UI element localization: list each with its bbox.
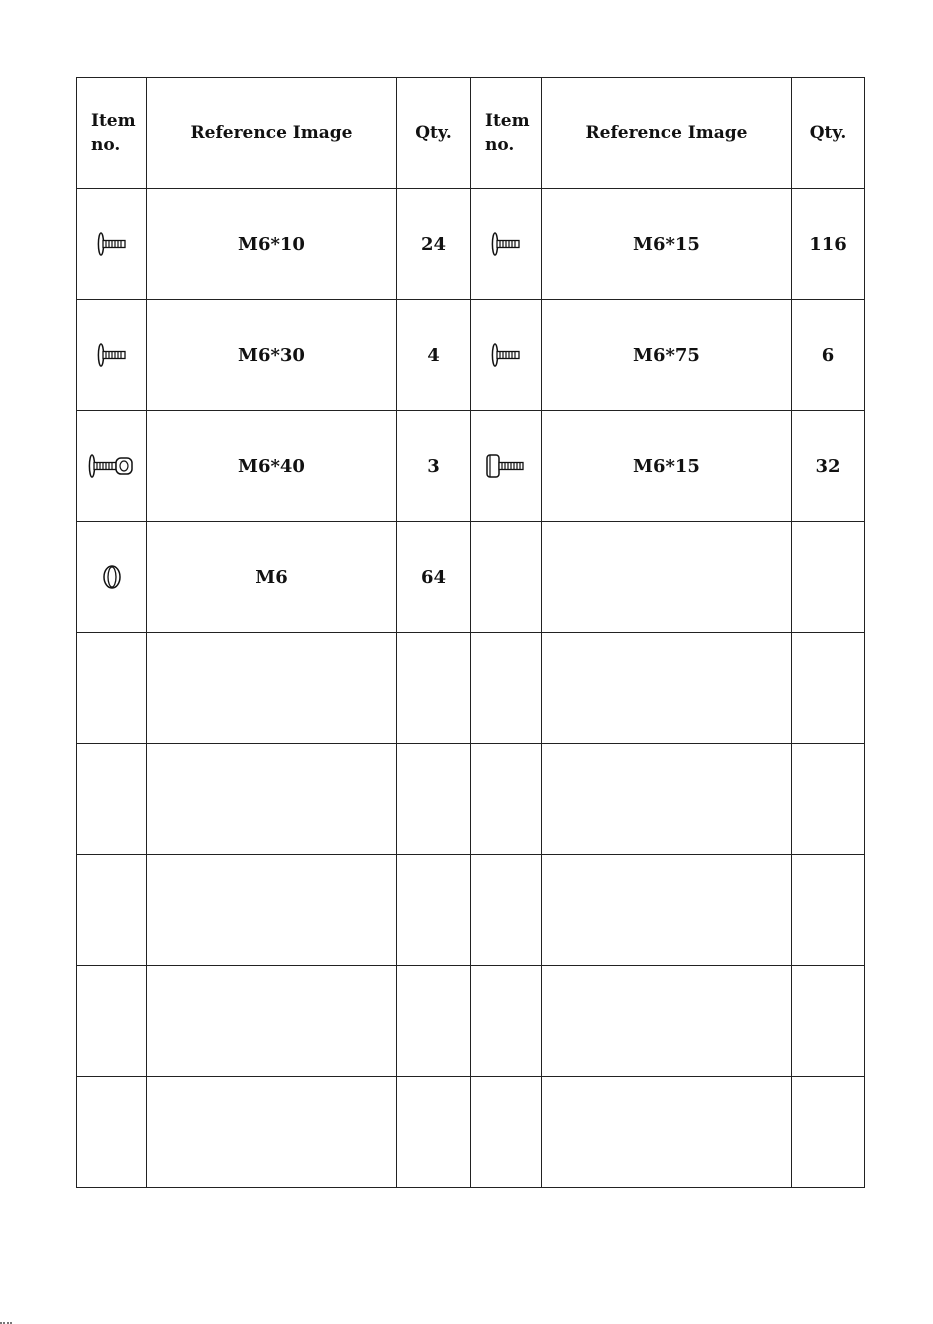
item-icon-cell-left bbox=[77, 855, 147, 966]
qty-cell-left: 3 bbox=[397, 411, 471, 522]
reference-cell-right bbox=[542, 1077, 792, 1188]
screw-icon bbox=[77, 341, 146, 369]
reference-cell-right bbox=[542, 522, 792, 633]
qty-cell-right: 116 bbox=[792, 189, 865, 300]
reference-cell-right bbox=[542, 744, 792, 855]
qty-cell-right bbox=[792, 744, 865, 855]
hardware-parts-table bbox=[76, 77, 865, 1188]
qty-cell-right bbox=[792, 1077, 865, 1188]
qty-cell-right bbox=[792, 633, 865, 744]
reference-cell-left: M6 bbox=[147, 522, 397, 633]
item-icon-cell-left bbox=[77, 744, 147, 855]
item-icon-cell-right bbox=[471, 855, 542, 966]
qty-cell-left bbox=[397, 633, 471, 744]
qty-cell-left bbox=[397, 855, 471, 966]
item-icon-cell-left bbox=[77, 1077, 147, 1188]
qty-cell-left bbox=[397, 1077, 471, 1188]
qty-cell-right: 6 bbox=[792, 300, 865, 411]
qty-cell-left: 24 bbox=[397, 189, 471, 300]
item-no-header-left bbox=[77, 78, 147, 189]
table-row bbox=[77, 522, 865, 633]
item-icon-cell-right bbox=[471, 189, 542, 300]
reference-cell-right bbox=[542, 966, 792, 1077]
qty-cell-right bbox=[792, 966, 865, 1077]
item-header-line1: Item bbox=[485, 111, 530, 131]
item-icon-cell-right bbox=[471, 1077, 542, 1188]
header-row bbox=[77, 78, 865, 189]
reference-cell-left: M6*30 bbox=[147, 300, 397, 411]
reference-cell-right bbox=[542, 855, 792, 966]
qty-cell-right bbox=[792, 522, 865, 633]
item-icon-cell-right bbox=[471, 300, 542, 411]
qty-header-right: Qty. bbox=[792, 78, 865, 189]
item-icon-cell-right bbox=[471, 966, 542, 1077]
reference-cell-left bbox=[147, 966, 397, 1077]
item-icon-cell-left bbox=[77, 633, 147, 744]
item-icon-cell-right bbox=[471, 744, 542, 855]
reference-cell-left: M6*40 bbox=[147, 411, 397, 522]
qty-header-left: Qty. bbox=[397, 78, 471, 189]
item-icon-cell-left bbox=[77, 966, 147, 1077]
table-row bbox=[77, 411, 865, 522]
reference-image-header-left: Reference Image bbox=[147, 78, 397, 189]
qty-cell-left: 64 bbox=[397, 522, 471, 633]
reference-cell-right: M6*15 bbox=[542, 411, 792, 522]
table-row bbox=[77, 633, 865, 744]
item-icon-cell-left bbox=[77, 411, 147, 522]
item-icon-cell-right bbox=[471, 522, 542, 633]
screw-icon bbox=[77, 230, 146, 258]
item-no-header-right bbox=[471, 78, 542, 189]
item-icon-cell-right bbox=[471, 633, 542, 744]
nut-icon bbox=[77, 563, 146, 591]
item-icon-cell-right bbox=[471, 411, 542, 522]
table-row bbox=[77, 1077, 865, 1188]
item-icon-cell-left bbox=[77, 522, 147, 633]
qty-cell-left: 4 bbox=[397, 300, 471, 411]
qty-cell-left bbox=[397, 966, 471, 1077]
table-row bbox=[77, 855, 865, 966]
reference-cell-left bbox=[147, 1077, 397, 1188]
reference-cell-right bbox=[542, 633, 792, 744]
page-trim-mark bbox=[0, 1320, 12, 1324]
reference-cell-right: M6*75 bbox=[542, 300, 792, 411]
screw-icon bbox=[471, 341, 541, 369]
table-row bbox=[77, 966, 865, 1077]
qty-cell-left bbox=[397, 744, 471, 855]
reference-cell-right: M6*15 bbox=[542, 189, 792, 300]
reference-cell-left bbox=[147, 855, 397, 966]
item-header-line1: Item bbox=[91, 111, 136, 131]
reference-cell-left bbox=[147, 744, 397, 855]
qty-cell-right bbox=[792, 855, 865, 966]
reference-cell-left bbox=[147, 633, 397, 744]
item-icon-cell-left bbox=[77, 189, 147, 300]
item-icon-cell-left bbox=[77, 300, 147, 411]
table-row bbox=[77, 189, 865, 300]
bolt-with-nut-icon bbox=[77, 451, 146, 481]
table-row bbox=[77, 300, 865, 411]
item-header-line2: no. bbox=[91, 135, 121, 155]
item-header-line2: no. bbox=[485, 135, 515, 155]
socket-cap-bolt-icon bbox=[471, 452, 541, 480]
table-row bbox=[77, 744, 865, 855]
qty-cell-right: 32 bbox=[792, 411, 865, 522]
reference-cell-left: M6*10 bbox=[147, 189, 397, 300]
screw-icon bbox=[471, 230, 541, 258]
reference-image-header-right: Reference Image bbox=[542, 78, 792, 189]
